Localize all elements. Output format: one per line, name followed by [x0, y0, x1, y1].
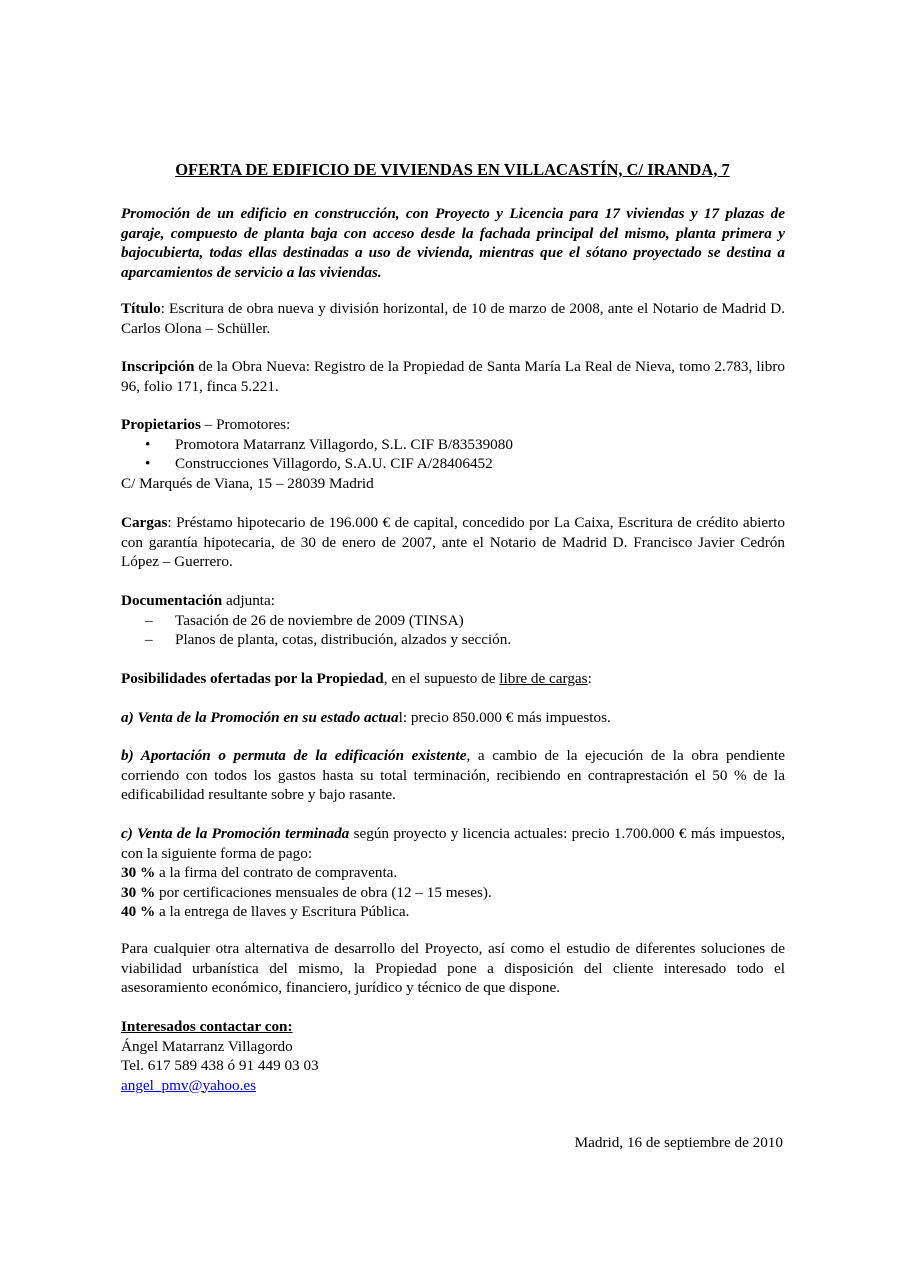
contacto-section — [121, 1017, 785, 1095]
option-b-label: b) Aportación o permuta de la edificación existente — [121, 747, 467, 764]
dash-icon: – — [145, 631, 153, 648]
payment-pct: 30 % — [121, 883, 156, 901]
option-b-paragraph — [121, 746, 785, 805]
documentacion-label: Documentación — [121, 592, 223, 609]
option-a-label: a) Venta de la Promoción en su estado actua — [121, 709, 399, 726]
list-item — [121, 611, 785, 631]
payment-line — [121, 883, 785, 903]
contacto-phone: Tel. 617 589 438 ó 91 449 03 03 — [121, 1057, 319, 1074]
list-item — [121, 435, 785, 455]
posibilidades-text: , en el supuesto de — [383, 670, 500, 687]
propietarios-section — [121, 415, 785, 493]
documentacion-list — [121, 611, 785, 650]
payment-pct: 30 % — [121, 864, 156, 881]
propietario-name: Construcciones Villagordo, S.A.U. CIF A/28406452 — [175, 455, 493, 472]
propietarios-text: – Promotores: — [200, 416, 291, 433]
libre-de-cargas: libre de cargas — [499, 670, 588, 687]
option-c-paragraph — [121, 824, 785, 863]
cargas-text: : Préstamo hipotecario de 196.000 € de capital, concedido por La Caixa, Escritura de crédito abierto con garantía hipotecaria, de 30 de enero de 2007, ante el Notario de Madrid D. Francisco Javier Cedrón López – Guerrero. — [121, 514, 785, 570]
cargas-paragraph — [121, 513, 785, 572]
propietarios-address: C/ Marqués de Viana, 15 – 28039 Madrid — [121, 474, 374, 492]
option-c-text: según proyecto y licencia actuales: precio 1.700.000 € más impuestos, con la siguiente forma de pago: — [121, 825, 785, 862]
propietarios-heading — [121, 415, 785, 435]
propietarios-list — [121, 435, 785, 474]
posibilidades-label: Posibilidades ofertadas por la Propiedad — [121, 670, 384, 687]
documentacion-heading — [121, 591, 785, 611]
bullet-icon: • — [145, 435, 151, 453]
contacto-heading: Interesados contactar con: — [121, 1018, 293, 1035]
payment-line — [121, 863, 785, 883]
cargas-label: Cargas — [121, 514, 168, 531]
document-title: OFERTA DE EDIFICIO DE VIVIENDAS EN VILLACASTÍN, C/ IRANDA, 7 — [175, 160, 730, 179]
list-item — [121, 630, 785, 650]
dash-icon: – — [145, 611, 153, 629]
documento-item: Tasación de 26 de noviembre de 2009 (TINSA) — [175, 611, 464, 629]
option-c-section — [121, 824, 785, 922]
bullet-icon: • — [145, 455, 151, 472]
documento-item: Planos de planta, cotas, distribución, alzados y sección. — [175, 631, 512, 648]
email-link[interactable]: angel_pmv@yahoo.es — [121, 1076, 257, 1094]
payment-line — [121, 902, 785, 922]
payment-text: a la entrega de llaves y Escritura Pública. — [155, 903, 410, 920]
documentacion-text: adjunta: — [222, 592, 275, 609]
inscripcion-paragraph — [121, 357, 785, 396]
propietario-name: Promotora Matarranz Villagordo, S.L. CIF B/83539080 — [175, 435, 513, 453]
posibilidades-end: : — [587, 670, 592, 687]
option-a-paragraph — [121, 708, 785, 728]
option-c-label: c) Venta de la Promoción terminada — [121, 825, 350, 842]
option-a-text: l: precio 850.000 € más impuestos. — [398, 709, 611, 726]
list-item — [121, 454, 785, 474]
intro-paragraph: Promoción de un edificio en construcción, con Proyecto y Licencia para 17 viviendas y 17 plazas de garaje, compuesto de planta baja con acceso desde la fachada principal del mismo, planta primera y bajocubierta, todas ellas destinadas a uso de vivienda, mientras que el sótano proyectado se destina a aparcamientos de servicio a las viviendas. — [121, 205, 785, 281]
documentacion-section — [121, 591, 785, 650]
alternativa-paragraph: Para cualquier otra alternativa de desarrollo del Proyecto, así como el estudio de diferentes soluciones de viabilidad urbanística del mismo, la Propiedad pone a disposición del cliente interesado todo el asesoramiento económico, financiero, jurídico y técnico de que dispone. — [121, 940, 785, 996]
payment-text: a la firma del contrato de compraventa. — [155, 864, 398, 881]
titulo-paragraph — [121, 299, 785, 338]
inscripcion-text: de la Obra Nueva: Registro de la Propiedad de Santa María La Real de Nieva, tomo 2.783, libro 96, folio 171, finca 5.221. — [121, 358, 785, 395]
document-date: Madrid, 16 de septiembre de 2010 — [574, 1134, 783, 1151]
inscripcion-label: Inscripción — [121, 358, 195, 375]
titulo-text: : Escritura de obra nueva y división horizontal, de 10 de marzo de 2008, ante el Notario de Madrid D. Carlos Olona – Schüller. — [121, 300, 785, 337]
posibilidades-paragraph — [121, 669, 785, 689]
payment-pct: 40 % — [121, 903, 156, 920]
option-b-text: , a cambio de la ejecución de la obra pendiente corriendo con todos los gastos hasta su total terminación, recibiendo en contraprestación el 50 % de la edificabilidad resultante sobre y bajo rasante. — [121, 747, 785, 803]
contacto-name: Ángel Matarranz Villagordo — [121, 1037, 293, 1055]
propietarios-label: Propietarios — [121, 416, 201, 433]
titulo-label: Título — [121, 300, 161, 317]
payment-text: por certificaciones mensuales de obra (12 – 15 meses). — [155, 883, 492, 901]
